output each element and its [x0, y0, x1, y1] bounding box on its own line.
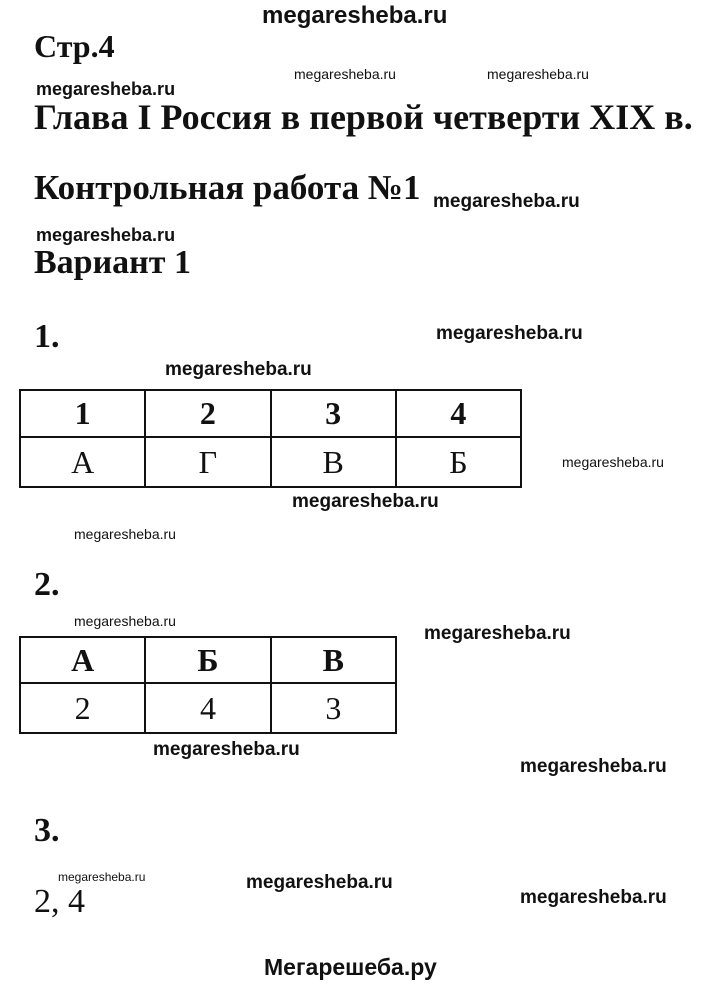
watermark: megaresheba.ru — [520, 887, 667, 908]
answer-table-2 — [19, 636, 397, 734]
footer-site-name: Мегарешеба.ру — [264, 954, 437, 980]
watermark: megaresheba.ru — [487, 66, 589, 82]
watermark: megaresheba.ru — [36, 225, 176, 245]
test-title: Контрольная работа №1 — [34, 168, 421, 207]
page-label: Стр.4 — [34, 28, 115, 64]
table-header-cell: 2 — [145, 390, 270, 437]
table-header-cell: Б — [145, 637, 270, 683]
watermark: megaresheba.ru — [165, 359, 312, 380]
table-cell: Б — [396, 437, 521, 487]
watermark: megaresheba.ru — [262, 2, 448, 29]
watermark: megaresheba.ru — [246, 872, 393, 893]
watermark: megaresheba.ru — [74, 526, 176, 542]
watermark: megaresheba.ru — [74, 613, 176, 629]
task-number: 1. — [34, 318, 60, 355]
watermark: megaresheba.ru — [520, 756, 667, 777]
variant-label: Вариант 1 — [34, 244, 191, 281]
table-cell: В — [271, 437, 396, 487]
watermark: megaresheba.ru — [436, 323, 583, 344]
task-number: 3. — [34, 812, 60, 849]
watermark: megaresheba.ru — [153, 739, 300, 760]
table-header-cell: 3 — [271, 390, 396, 437]
chapter-title: Глава I Россия в первой четверти XIX в. — [34, 97, 693, 137]
table-header-cell: 4 — [396, 390, 521, 437]
watermark: megaresheba.ru — [562, 454, 664, 470]
task-number: 2. — [34, 566, 60, 603]
watermark: megaresheba.ru — [58, 870, 146, 884]
answer-table-1 — [19, 389, 522, 488]
watermark: megaresheba.ru — [292, 491, 439, 512]
table-header-cell: А — [20, 637, 145, 683]
table-header-cell: 1 — [20, 390, 145, 437]
watermark: megaresheba.ru — [424, 623, 571, 644]
table-cell: Г — [145, 437, 270, 487]
table-cell: А — [20, 437, 145, 487]
watermark: megaresheba.ru — [433, 191, 580, 212]
table-header-cell: В — [271, 637, 396, 683]
table-cell: 2 — [20, 683, 145, 733]
watermark: megaresheba.ru — [294, 66, 396, 82]
task-answer: 2, 4 — [34, 883, 85, 920]
table-cell: 4 — [145, 683, 270, 733]
watermark: megaresheba.ru — [36, 79, 176, 99]
table-cell: 3 — [271, 683, 396, 733]
